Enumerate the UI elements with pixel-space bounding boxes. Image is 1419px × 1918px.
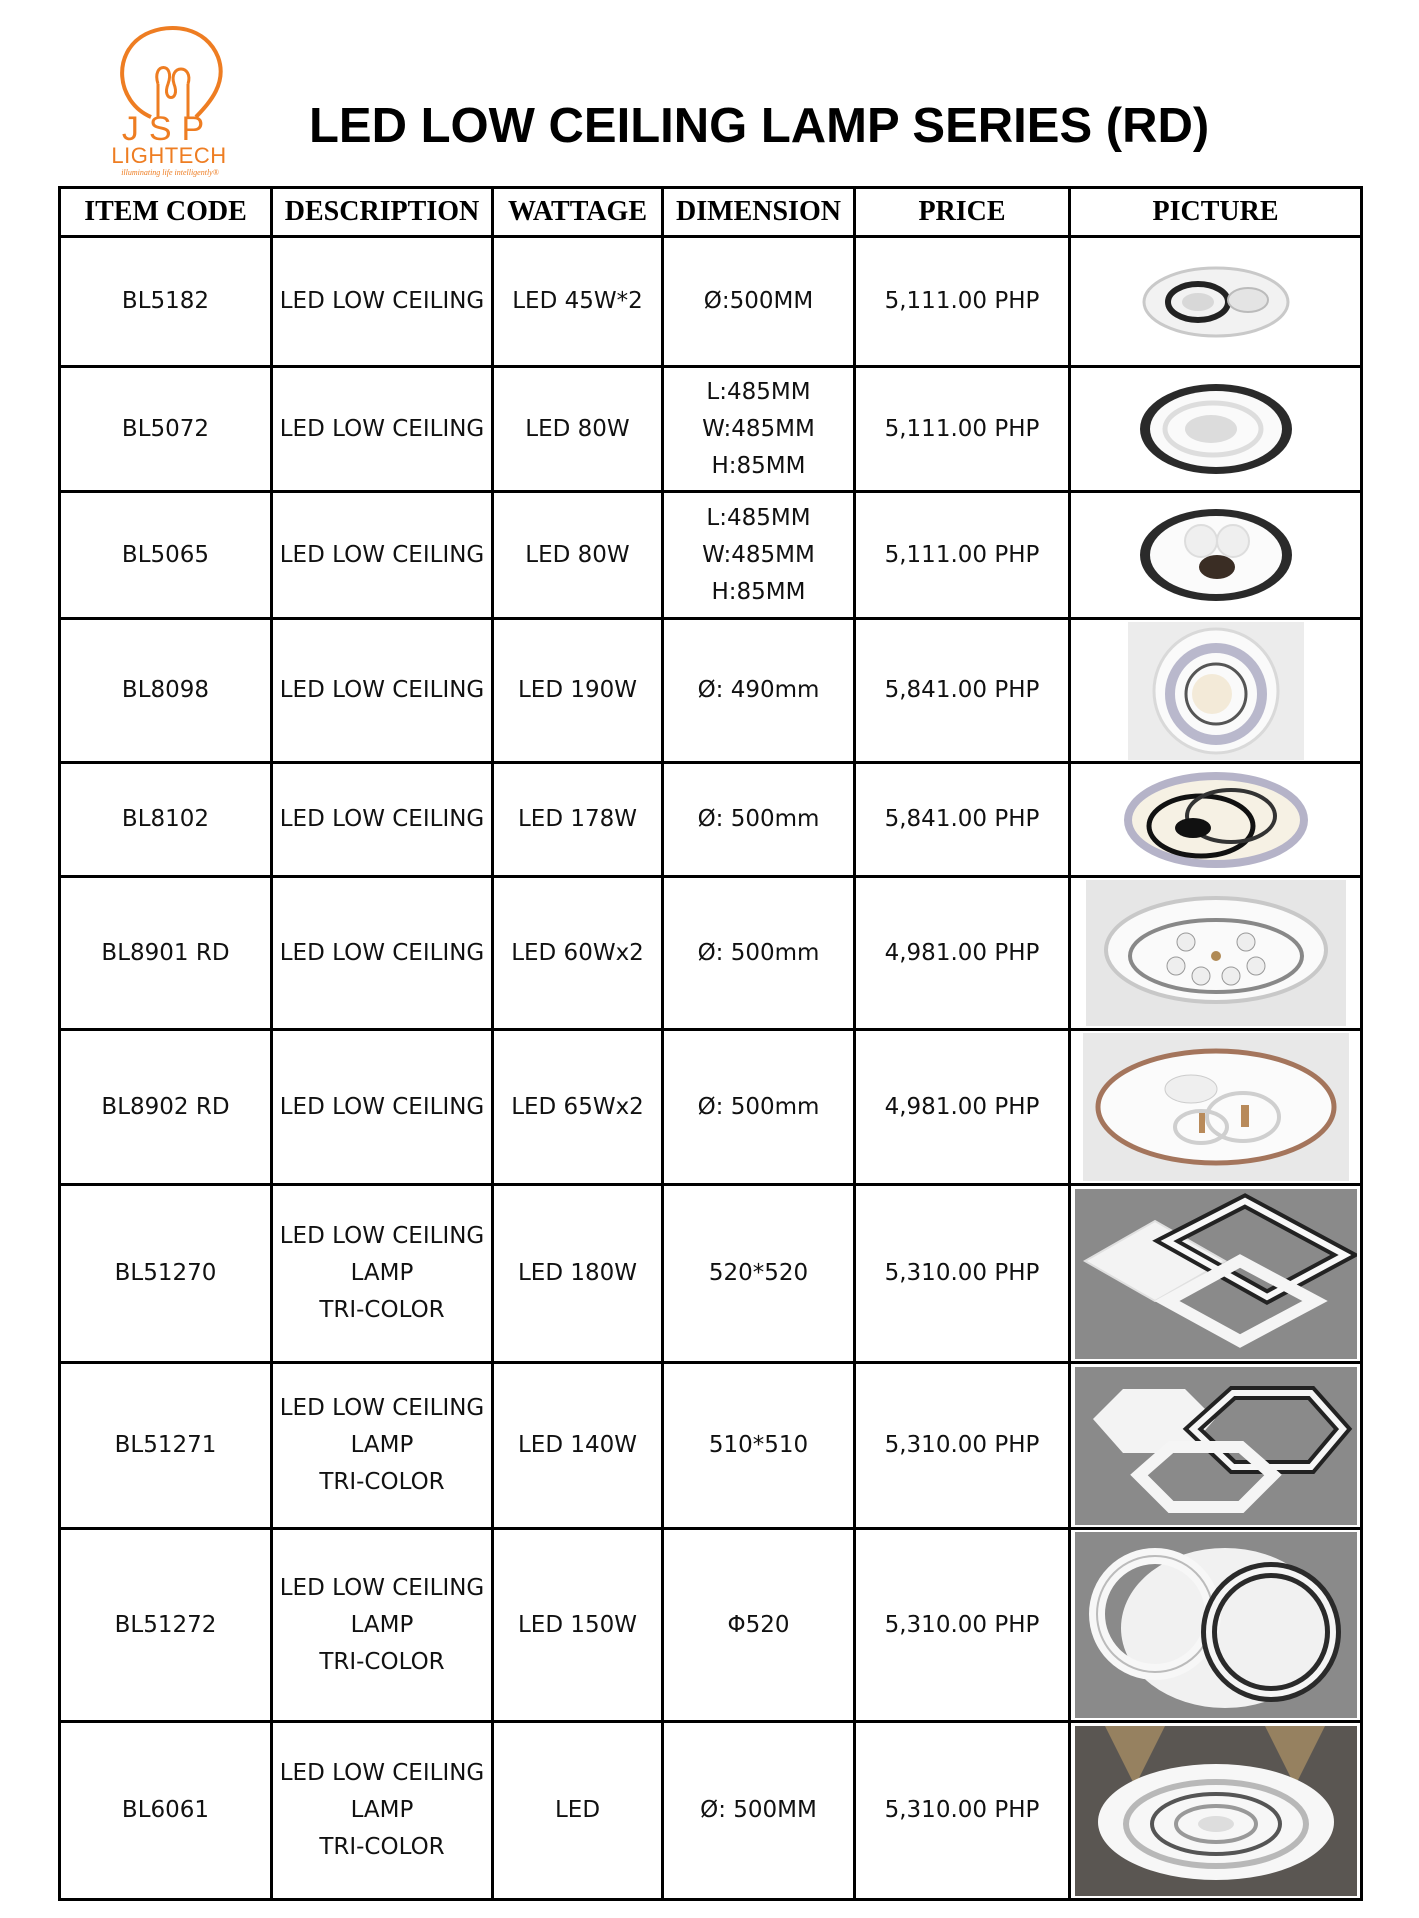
picture-cell [1070,1363,1362,1529]
wattage-cell: LED 45W*2 [493,237,663,367]
dimension-cell [663,237,855,367]
description-line: TRI-COLOR [319,1834,445,1860]
round-ceiling-lamp-icon [1128,622,1304,760]
item-code-cell: BL8098 [60,619,272,763]
dimension-cell [663,1363,855,1529]
price-cell: 5,111.00 PHP [855,492,1070,619]
description-line: LAMP [350,1260,414,1286]
picture-cell [1070,1722,1362,1900]
description-cell [272,619,493,763]
item-code-cell: BL5072 [60,367,272,492]
dimension-line: Ø: 500mm [697,939,820,966]
description-line: TRI-COLOR [319,1469,445,1495]
dimension-line: W:485MM [702,541,815,568]
price-cell: 5,310.00 PHP [855,1722,1070,1900]
round-ceiling-lamp-icon [1075,1726,1357,1896]
picture-cell [1070,619,1362,763]
description-line: LED LOW CEILING [279,415,485,442]
price-cell: 4,981.00 PHP [855,1030,1070,1185]
description-cell [272,237,493,367]
header-wattage: WATTAGE [493,188,663,237]
item-code-cell: BL5182 [60,237,272,367]
table-row [60,1363,1362,1529]
picture-cell [1070,237,1362,367]
dimension-cell [663,1722,855,1900]
picture-cell [1070,1529,1362,1722]
table-row [60,1722,1362,1900]
header-price: PRICE [855,188,1070,237]
table-row [60,763,1362,877]
wattage-cell: LED 80W [493,492,663,619]
lightbulb-logo-icon [96,22,246,152]
round-ceiling-lamp-icon [1086,880,1346,1026]
wattage-cell: LED 150W [493,1529,663,1722]
dimension-cell [663,1030,855,1185]
table-row [60,1529,1362,1722]
description-cell [272,763,493,877]
item-code-cell: BL8902 RD [60,1030,272,1185]
description-line: TRI-COLOR [319,1297,445,1323]
product-table [58,186,1363,1901]
description-line: LED LOW CEILING [279,1760,485,1786]
table-row [60,367,1362,492]
description-line: LED LOW CEILING [279,541,485,568]
item-code-cell: BL51271 [60,1363,272,1529]
wattage-cell: LED 80W [493,367,663,492]
table-row [60,237,1362,367]
item-code-cell: BL51270 [60,1185,272,1363]
description-cell [272,1529,493,1722]
wattage-cell: LED 180W [493,1185,663,1363]
dimension-line: Φ520 [727,1611,790,1638]
price-cell: 5,310.00 PHP [855,1363,1070,1529]
item-code-cell: BL8901 RD [60,877,272,1030]
price-cell: 5,310.00 PHP [855,1529,1070,1722]
header-dimension: DIMENSION [663,188,855,237]
price-cell: 5,841.00 PHP [855,763,1070,877]
description-cell [272,1363,493,1529]
dimension-line: L:485MM [706,504,811,531]
dimension-line: H:85MM [711,578,806,605]
wattage-cell: LED 178W [493,763,663,877]
dimension-cell [663,492,855,619]
dimension-line: H:85MM [711,452,806,479]
table-row [60,619,1362,763]
dimension-line: Ø: 490mm [697,677,820,703]
item-code-cell: BL6061 [60,1722,272,1900]
dimension-line: 510*510 [708,1432,809,1458]
picture-cell [1070,492,1362,619]
description-line: LAMP [350,1432,414,1458]
dimension-line: Ø: 500MM [700,1797,817,1823]
wattage-cell: LED 140W [493,1363,663,1529]
description-cell [272,1030,493,1185]
picture-cell [1070,1185,1362,1363]
table-row [60,492,1362,619]
dimension-cell [663,1529,855,1722]
description-line: LAMP [350,1797,414,1823]
dimension-line: Ø:500MM [703,288,814,314]
dimension-line: W:485MM [702,415,815,442]
description-line: LED LOW CEILING [279,1223,485,1249]
table-row [60,1030,1362,1185]
description-line: LED LOW CEILING [279,677,485,703]
logo-tagline: illuminating life intelligently® [121,168,219,177]
wattage-cell: LED 60Wx2 [493,877,663,1030]
price-cell: 5,310.00 PHP [855,1185,1070,1363]
description-line: LAMP [350,1611,414,1638]
dimension-line: Ø: 500mm [697,1093,820,1120]
header-picture: PICTURE [1070,188,1362,237]
ring-ceiling-lamp-icon [1075,1532,1357,1718]
round-ceiling-lamp-icon [1131,377,1301,482]
square-ceiling-lamp-icon [1075,1189,1357,1359]
price-cell: 5,111.00 PHP [855,237,1070,367]
description-cell [272,877,493,1030]
dimension-cell [663,367,855,492]
round-ceiling-lamp-icon [1083,1033,1349,1181]
dimension-cell [663,763,855,877]
description-cell [272,367,493,492]
page-title: LED LOW CEILING LAMP SERIES (RD) [309,99,1210,153]
description-line: LED LOW CEILING [279,288,485,314]
round-ceiling-lamp-icon [1131,503,1301,608]
price-cell: 5,111.00 PHP [855,367,1070,492]
header-description: DESCRIPTION [272,188,493,237]
wattage-cell: LED 65Wx2 [493,1030,663,1185]
round-ceiling-lamp-icon [1136,262,1296,342]
logo-wordmark: LIGHTECH [111,143,227,168]
description-line: TRI-COLOR [319,1648,445,1675]
dimension-cell [663,1185,855,1363]
hexagon-ceiling-lamp-icon [1075,1367,1357,1525]
description-cell [272,492,493,619]
table-row [60,877,1362,1030]
dimension-cell [663,619,855,763]
picture-cell [1070,763,1362,877]
picture-cell [1070,367,1362,492]
item-code-cell: BL5065 [60,492,272,619]
price-cell: 5,841.00 PHP [855,619,1070,763]
item-code-cell: BL8102 [60,763,272,877]
description-line: LED LOW CEILING [279,1574,485,1601]
description-cell [272,1185,493,1363]
dimension-line: Ø: 500mm [697,806,820,832]
wattage-cell: LED [493,1722,663,1900]
description-line: LED LOW CEILING [279,1093,485,1120]
table-header-row [60,188,1362,237]
description-cell [272,1722,493,1900]
round-ceiling-lamp-icon [1121,770,1311,870]
picture-cell [1070,877,1362,1030]
description-line: LED LOW CEILING [279,939,485,966]
picture-cell [1070,1030,1362,1185]
description-line: LED LOW CEILING [279,806,485,832]
logo-mark-text: JSP [121,110,215,148]
header-item-code: ITEM CODE [60,188,272,237]
dimension-line: 520*520 [708,1260,809,1286]
price-cell: 4,981.00 PHP [855,877,1070,1030]
wattage-cell: LED 190W [493,619,663,763]
table-row [60,1185,1362,1363]
dimension-line: L:485MM [706,378,811,405]
item-code-cell: BL51272 [60,1529,272,1722]
dimension-cell [663,877,855,1030]
description-line: LED LOW CEILING [279,1395,485,1421]
